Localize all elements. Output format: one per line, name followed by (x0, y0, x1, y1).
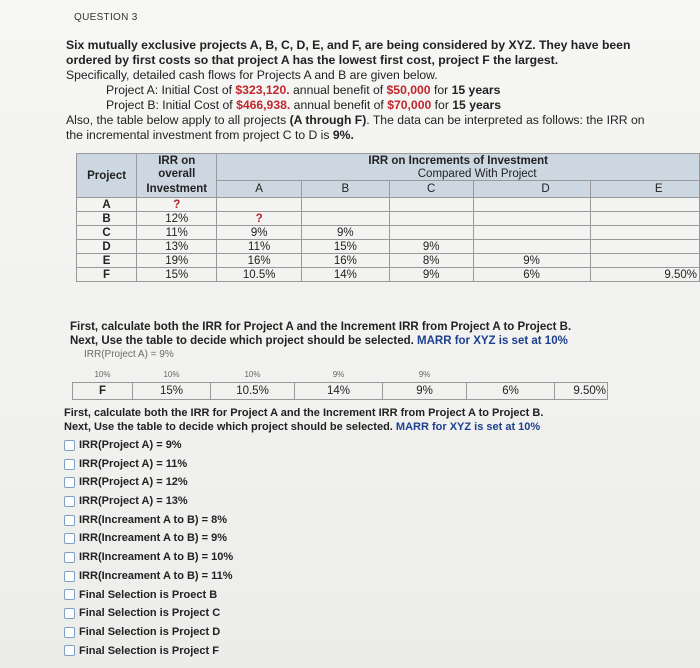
problem-statement (66, 38, 656, 143)
col-header: E (590, 181, 699, 198)
table-header-row (77, 154, 700, 168)
table-row: C 11% 9% 9% (77, 226, 700, 240)
checkbox-icon[interactable] (64, 515, 75, 526)
option-checkbox[interactable]: IRR(Project A) = 11% (64, 455, 233, 474)
header-irr-3: Investment (137, 181, 217, 198)
cutoff-option-text: IRR(Project A) = 9% (84, 349, 174, 360)
option-checkbox[interactable]: IRR(Project A) = 13% (64, 492, 233, 511)
instructions-2: First, calculate both the IRR for Project A and the Increment IRR from Project A to Project B. Next, Use the table to decide which project should be selected. MARR for XYZ is set at 10% (64, 407, 544, 433)
option-checkbox[interactable]: IRR(Project A) = 12% (64, 473, 233, 492)
checkbox-icon[interactable] (64, 440, 75, 451)
answer-options (64, 436, 233, 660)
col-header: D (473, 181, 590, 198)
col-header: C (389, 181, 473, 198)
instructions-1: First, calculate both the IRR for Project A and the Increment IRR from Project A to Project B. Next, Use the table to decide which project should be selected. MARR for XYZ is set at 10% (70, 321, 572, 347)
checkbox-icon[interactable] (64, 496, 75, 507)
checkbox-icon[interactable] (64, 459, 75, 470)
checkbox-icon[interactable] (64, 645, 75, 656)
checkbox-icon[interactable] (64, 608, 75, 619)
partial-row-f: F 15% 10.5% 14% 9% 6% 9.50% (73, 383, 608, 400)
option-checkbox[interactable]: Final Selection is Project C (64, 604, 233, 623)
table-row: B 12% ? (77, 212, 700, 226)
option-checkbox[interactable]: IRR(Project A) = 9% (64, 436, 233, 455)
table-row: A ? (77, 198, 700, 212)
col-header: A (217, 181, 302, 198)
checkbox-icon[interactable] (64, 533, 75, 544)
checkbox-icon[interactable] (64, 627, 75, 638)
checkbox-icon[interactable] (64, 589, 75, 600)
intro-specifics: Specifically, detailed cash flows for Projects A and B are given below. (66, 68, 438, 82)
option-checkbox[interactable]: IRR(Increament A to B) = 8% (64, 511, 233, 530)
project-a-line: Project A: Initial Cost of $323,120. annual benefit of $50,000 for 15 years (106, 83, 501, 97)
option-checkbox[interactable]: Final Selection is Project F (64, 642, 233, 661)
irr-table (76, 153, 700, 282)
header-irr-1: IRR on (137, 154, 217, 168)
checkbox-icon[interactable] (64, 571, 75, 582)
header-increments: IRR on Increments of Investment (217, 154, 700, 168)
header-irr-2: overall (137, 167, 217, 181)
project-b-line: Project B: Initial Cost of $466,938. annual benefit of $70,000 for 15 years (106, 98, 502, 112)
option-checkbox[interactable]: IRR(Increament A to B) = 10% (64, 548, 233, 567)
header-compared: Compared With Project (217, 167, 700, 181)
checkbox-icon[interactable] (64, 477, 75, 488)
table-row: F 15% 10.5% 14% 9% 6% 9.50% (77, 268, 700, 282)
intro-paragraph: Six mutually exclusive projects A, B, C, D, E, and F, are being considered by XYZ. They have been ordered by first costs so that project A has the lowest first cost, project F the largest. (66, 38, 631, 67)
col-header: B (301, 181, 389, 198)
table-row: D 13% 11% 15% 9% (77, 240, 700, 254)
option-checkbox[interactable]: IRR(Increament A to B) = 9% (64, 529, 233, 548)
option-checkbox[interactable]: IRR(Increament A to B) = 11% (64, 567, 233, 586)
partial-top-row: 10% 10% 10% 9% 9% (94, 370, 431, 379)
option-checkbox[interactable]: Final Selection is Proect B (64, 586, 233, 605)
option-checkbox[interactable]: Final Selection is Project D (64, 623, 233, 642)
question-label: QUESTION 3 (74, 12, 138, 23)
checkbox-icon[interactable] (64, 552, 75, 563)
table-explanation: Also, the table below apply to all projects (A through F). The data can be interpreted as follows: the IRR on the incremental investment from project C to D is 9%. (66, 113, 645, 142)
partial-table-repeat (72, 366, 612, 406)
header-project: Project (77, 154, 137, 198)
table-row: E 19% 16% 16% 8% 9% (77, 254, 700, 268)
table-column-letters (77, 181, 700, 198)
